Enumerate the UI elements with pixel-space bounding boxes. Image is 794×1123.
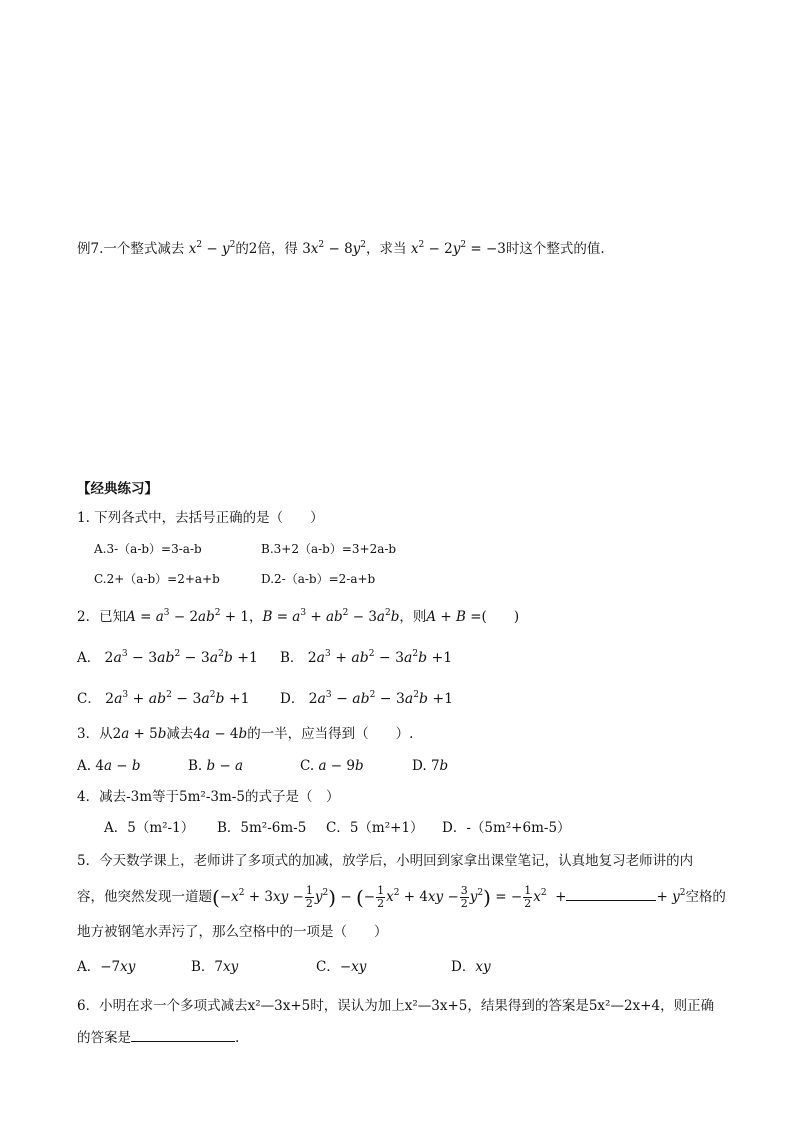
question-1-stem: 1. 下列各式中，去括号正确的是（ ） xyxy=(77,510,324,526)
math-expr: $3x^2 - 8y^2$ xyxy=(302,240,367,257)
math-expr: $x^2 - 2y^2 = -3$ xyxy=(410,240,506,257)
q1-option-b: B.3+2（a-b）=3+2a-b xyxy=(261,542,397,556)
question-5-line-3: 地方被钢笔水弄污了，那么空格中的一项是（ ） xyxy=(77,924,388,940)
question-3-stem: 3．从2a + 5b减去4a − 4b的一半，应当得到（ ）. xyxy=(77,726,414,742)
q4-option-d[interactable]: D．-（5m²+6m-5） xyxy=(442,820,571,836)
math-expr: −7xy xyxy=(100,959,136,975)
q4-option-c[interactable]: C．5（m²+1） xyxy=(326,820,424,836)
q4-option-a[interactable]: A．5（m²-1） xyxy=(104,820,195,836)
math-expr: ($-x^2 + 3xy$ − $\frac{1}{2}$ $y^2$) − (− $\frac{1}{2}$ $x^2 + 4xy$ − $\frac{3}{2}$ $y^2$) = − $\frac{1}{2}$ $x^2$ xyxy=(212,884,547,910)
answer-blank[interactable] xyxy=(131,1029,235,1042)
q3-option-b[interactable]: B. b − a xyxy=(188,758,244,774)
q3-option-d[interactable]: D. 7b xyxy=(412,758,449,774)
math-expr: 7xy xyxy=(214,959,239,975)
math-expr: a − 9b xyxy=(318,758,364,774)
q2-option-a[interactable]: A． $2a^3 - 3ab^2 - 3a^2b +1$ xyxy=(77,649,258,666)
math-expr: 2a + 5b xyxy=(112,726,167,742)
question-6-line-2: 的答案是 . xyxy=(77,1030,240,1046)
q4-option-b[interactable]: B．5m²-6m-5 xyxy=(217,820,307,836)
math-expr: $A = a^3 - 2ab^2 + 1$ xyxy=(126,608,249,625)
math-expr: $2a^3 + ab^2 - 3a^2b +1$ xyxy=(105,690,250,707)
math-expr: $2a^3 - 3ab^2 - 3a^2b +1$ xyxy=(104,649,258,666)
math-expr: $2a^3 + ab^2 - 3a^2b +1$ xyxy=(307,649,453,666)
math-expr: A + B = xyxy=(426,609,482,625)
q1-option-a: A.3-（a-b）=3-a-b xyxy=(94,542,202,556)
q5-option-d[interactable]: D．xy xyxy=(451,959,491,975)
q1-option-c: C.2+（a-b）=2+a+b xyxy=(94,572,220,586)
math-expr: xy xyxy=(475,959,491,975)
math-expr: −xy xyxy=(339,959,367,975)
q2-option-d[interactable]: D． $2a^3 - ab^2 - 3a^2b +1$ xyxy=(280,690,454,707)
math-expr: $B = a^3 + ab^2 - 3a^2b$ xyxy=(262,608,400,625)
q1-option-d: D.2-（a-b）=2-a+b xyxy=(261,572,376,586)
math-expr: $x^2 - y^2$ xyxy=(188,240,236,257)
question-2-stem: 2．已知$A = a^3 - 2ab^2 + 1$，$B = a^3 + ab^2 - 3a^2b$，则A + B =( ) xyxy=(77,608,520,625)
math-expr: 4a − b xyxy=(95,758,141,774)
q5-option-c[interactable]: C．−xy xyxy=(316,959,367,975)
q3-option-c[interactable]: C. a − 9b xyxy=(300,758,364,774)
math-expr: + $y^2$ xyxy=(656,888,686,905)
q2-option-b[interactable]: B． $2a^3 + ab^2 - 3a^2b +1$ xyxy=(280,649,453,666)
q2-option-c[interactable]: C． $2a^3 + ab^2 - 3a^2b +1$ xyxy=(77,690,250,707)
question-5-line-1: 5．今天数学课上，老师讲了多项式的加减，放学后，小明回到家拿出课堂笔记，认真地复习老师讲的内 xyxy=(77,853,694,869)
math-expr: b − a xyxy=(206,758,244,774)
math-expr: 4a − 4b xyxy=(193,726,248,742)
q3-option-a[interactable]: A. 4a − b xyxy=(77,758,141,774)
example-7-label: 例7. xyxy=(77,241,104,257)
answer-blank[interactable] xyxy=(566,888,656,901)
q5-option-a[interactable]: A．−7xy xyxy=(77,959,136,975)
question-5-line-2: 容，他突然发现一道题($-x^2 + 3xy$ − $\frac{1}{2}$ $y^2$) − (− $\frac{1}{2}$ $x^2 + 4xy$ − $\frac{3}{2}$ $y^2$) = − $\frac{1}{2}$ $x^2$ + + $y^2$空格的 xyxy=(77,884,726,910)
math-expr: 7b xyxy=(430,758,449,774)
math-expr: $2a^3 - ab^2 - 3a^2b +1$ xyxy=(308,690,454,707)
example-7: 例7.一个整式减去 $x^2 - y^2$的2倍，得 $3x^2 - 8y^2$，求当 $x^2 - 2y^2 = -3$时这个整式的值. xyxy=(77,240,605,257)
q5-option-b[interactable]: B．7xy xyxy=(191,959,239,975)
question-4-stem: 4．减去-3m等于5m²-3m-5的式子是（ ） xyxy=(77,789,340,805)
question-6-line-1: 6．小明在求一个多项式减去x²—3x+5时，误认为加上x²—3x+5，结果得到的答案是5x²—2x+4，则正确 xyxy=(77,998,715,1014)
section-title: 【经典练习】 xyxy=(77,481,158,497)
